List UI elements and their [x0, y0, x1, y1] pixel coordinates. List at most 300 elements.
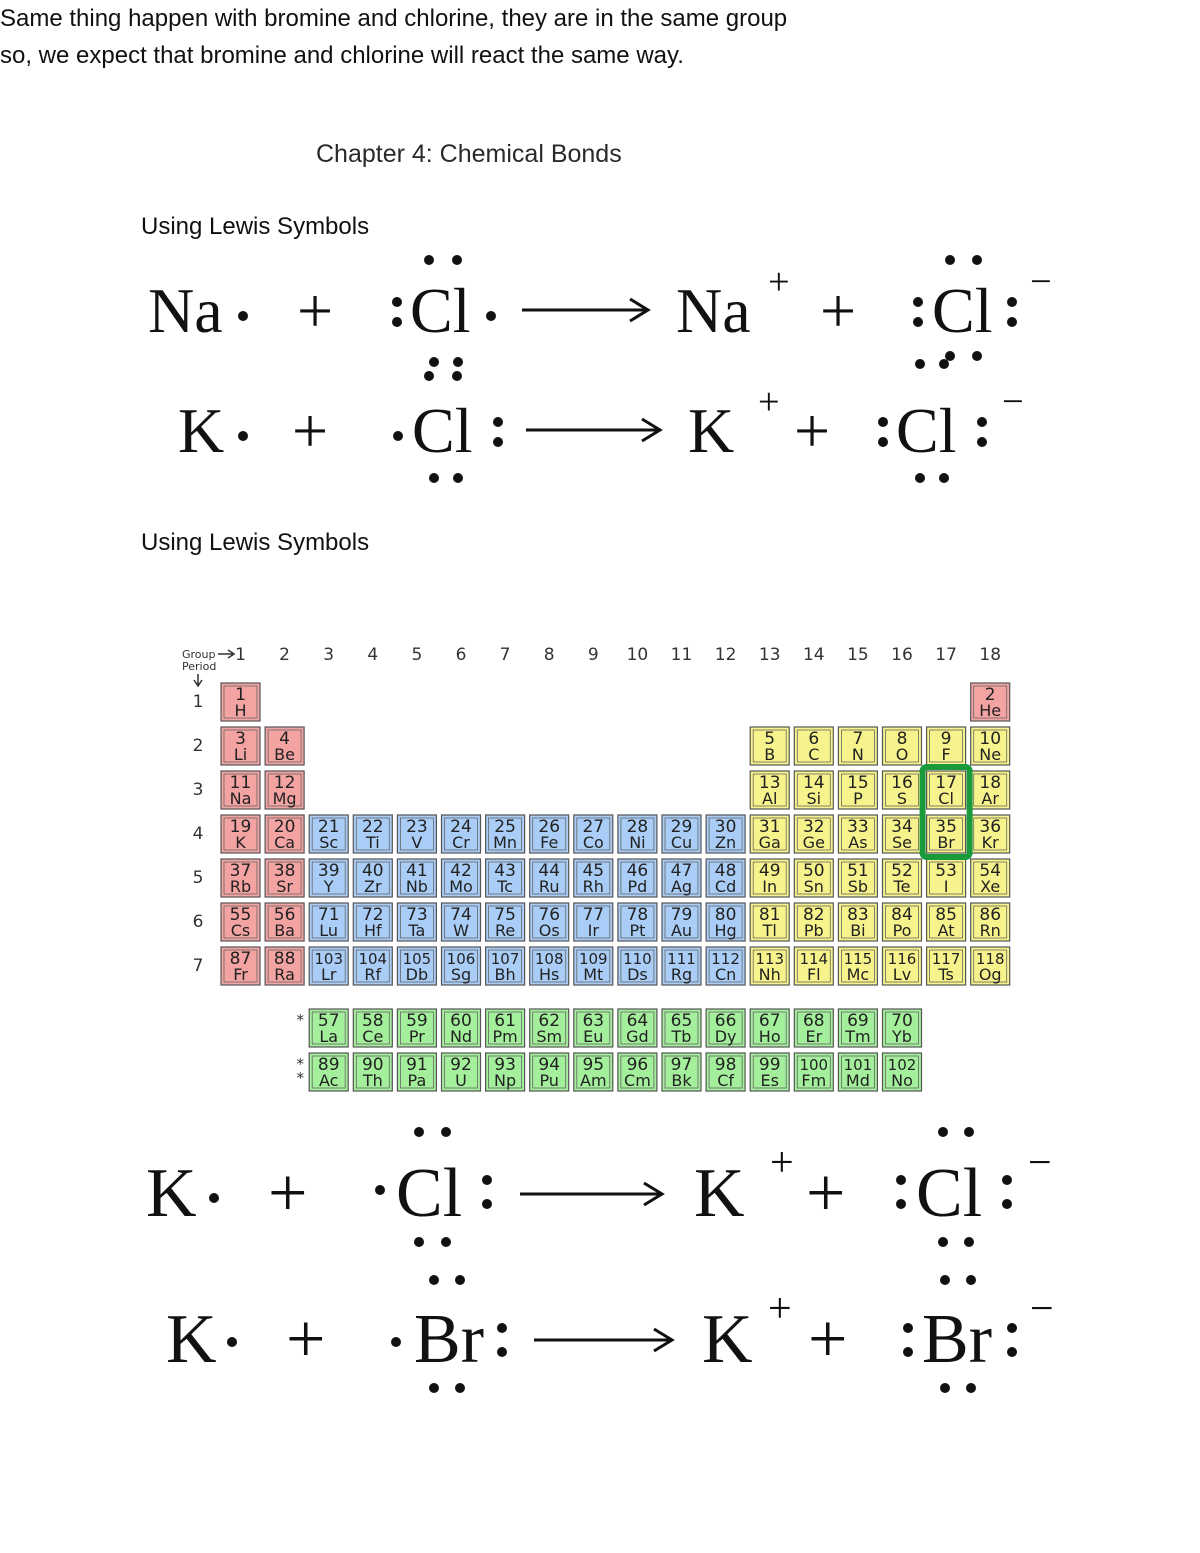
atomic-number: 117 — [931, 950, 961, 968]
lewis-equation-k-cl-2 — [0, 1120, 1200, 1260]
element-cell-ts — [927, 947, 966, 985]
element-cell-hf — [353, 903, 392, 941]
element-symbol: Sm — [536, 1027, 563, 1046]
atomic-number: 43 — [494, 861, 516, 881]
element-symbol: Rb — [229, 877, 252, 896]
element-cell-sm — [530, 1009, 569, 1047]
element-cell-h — [221, 683, 260, 721]
group-number: 17 — [935, 645, 957, 665]
element-symbol: Re — [494, 921, 516, 940]
element-cell-cf — [706, 1053, 745, 1091]
element-symbol: Rn — [979, 921, 1001, 940]
element-cell-hs — [530, 947, 569, 985]
atomic-number: 3 — [235, 729, 246, 749]
atomic-number: 5 — [764, 729, 776, 749]
atomic-number: 21 — [317, 817, 340, 837]
element-cell-nb — [397, 859, 436, 897]
atomic-number: 73 — [406, 905, 428, 925]
element-cell-in — [750, 859, 789, 897]
atomic-number: 6 — [808, 729, 820, 749]
atomic-number: 27 — [582, 817, 605, 837]
element-symbol: Np — [494, 1071, 517, 1090]
plus-sign: + — [808, 1301, 848, 1378]
element-cell-ho — [750, 1009, 789, 1047]
element-symbol: U — [455, 1071, 467, 1090]
period-number: 6 — [192, 912, 204, 932]
plus-sign: + — [806, 1155, 846, 1232]
element-symbol: Zn — [715, 833, 737, 852]
atomic-number: 62 — [538, 1011, 561, 1031]
product-2-symbol: Cl — [916, 1155, 983, 1232]
group-number: 6 — [455, 645, 467, 665]
element-cell-au — [662, 903, 701, 941]
element-cell-sr — [265, 859, 304, 897]
element-symbol: Lv — [892, 965, 912, 984]
atomic-number: 53 — [935, 861, 957, 881]
element-cell-lv — [883, 947, 922, 985]
atomic-number: 1 — [235, 685, 246, 705]
element-cell-na — [221, 771, 260, 809]
group-number: 9 — [587, 645, 599, 665]
element-symbol: Au — [670, 921, 693, 940]
atomic-number: 24 — [450, 817, 472, 837]
reactant-2-symbol: Br — [414, 1301, 484, 1378]
atomic-number: 15 — [847, 773, 869, 793]
element-symbol: Mc — [846, 965, 870, 984]
atomic-number: 101 — [843, 1056, 873, 1074]
group-number: 14 — [802, 645, 825, 665]
atomic-number: 88 — [273, 949, 296, 969]
section-heading-1: Using Lewis Symbols — [141, 213, 370, 240]
element-cell-y — [309, 859, 348, 897]
atomic-number: 96 — [626, 1055, 649, 1075]
reactant-1-symbol: K — [178, 395, 225, 466]
element-symbol: Ti — [365, 833, 380, 852]
element-cell-ni — [618, 815, 657, 853]
element-cell-tb — [662, 1009, 701, 1047]
element-symbol: Fl — [806, 965, 821, 984]
atomic-number: 20 — [273, 817, 296, 837]
element-cell-lr — [309, 947, 348, 985]
element-cell-pa — [397, 1053, 436, 1091]
group-number: 5 — [411, 645, 423, 665]
atomic-number: 23 — [406, 817, 428, 837]
element-cell-cr — [442, 815, 481, 853]
reaction-arrow — [522, 299, 648, 321]
atomic-number: 33 — [847, 817, 869, 837]
element-symbol: K — [235, 833, 246, 852]
atomic-number: 58 — [361, 1011, 384, 1031]
plus-sign: + — [794, 395, 831, 466]
element-symbol: Pt — [629, 921, 646, 940]
atomic-number: 9 — [940, 729, 952, 749]
group-number: 16 — [891, 645, 913, 665]
product-2-symbol: Cl — [896, 395, 957, 466]
element-cell-ar — [971, 771, 1010, 809]
atomic-number: 19 — [229, 817, 252, 837]
atomic-number: 28 — [626, 817, 649, 837]
element-symbol: N — [851, 745, 864, 764]
atomic-number: 98 — [714, 1055, 737, 1075]
atomic-number: 75 — [494, 905, 516, 925]
element-cell-rn — [971, 903, 1010, 941]
paragraph-line-2: so, we expect that bromine and chlorine will react the same way. — [0, 42, 684, 69]
element-cell-sg — [442, 947, 481, 985]
atomic-number: 115 — [843, 950, 873, 968]
element-cell-no — [883, 1053, 922, 1091]
element-cell-tc — [486, 859, 525, 897]
element-symbol: Hg — [714, 921, 737, 940]
element-symbol: Mt — [583, 965, 604, 984]
element-cell-fm — [794, 1053, 833, 1091]
reactant-2-symbol: Cl — [412, 395, 473, 466]
atomic-number: 114 — [799, 950, 829, 968]
element-symbol: W — [453, 921, 469, 940]
element-symbol: Tl — [762, 921, 777, 940]
atomic-number: 80 — [714, 905, 737, 925]
element-cell-at — [927, 903, 966, 941]
atomic-number: 95 — [582, 1055, 605, 1075]
atomic-number: 32 — [802, 817, 825, 837]
element-symbol: Cn — [714, 965, 737, 984]
group-number: 11 — [670, 645, 693, 665]
element-symbol: Sg — [450, 965, 472, 984]
element-symbol: Ba — [274, 921, 295, 940]
group-number: 8 — [543, 645, 555, 665]
cation-charge: + — [770, 1140, 794, 1186]
group-number: 3 — [323, 645, 335, 665]
element-symbol: Rf — [364, 965, 382, 984]
period-axis-label: Period — [182, 660, 217, 673]
element-symbol: O — [895, 745, 909, 764]
series-marker: * — [296, 1055, 304, 1073]
element-symbol: Sn — [803, 877, 824, 896]
element-cell-ti — [353, 815, 392, 853]
atomic-number: 100 — [799, 1056, 829, 1074]
element-symbol: Ts — [938, 965, 954, 984]
atomic-number: 68 — [802, 1011, 825, 1031]
cation-charge: + — [758, 381, 780, 423]
group-number: 7 — [499, 645, 511, 665]
atomic-number: 52 — [891, 861, 913, 881]
atomic-number: 91 — [406, 1055, 428, 1075]
element-cell-pt — [618, 903, 657, 941]
atomic-number: 56 — [273, 905, 296, 925]
element-symbol: Sc — [319, 833, 339, 852]
atomic-number: 93 — [494, 1055, 516, 1075]
element-cell-eu — [574, 1009, 613, 1047]
element-cell-yb — [883, 1009, 922, 1047]
element-cell-cm — [618, 1053, 657, 1091]
atomic-number: 116 — [887, 950, 917, 968]
element-cell-hg — [706, 903, 745, 941]
anion-charge: − — [1030, 1286, 1054, 1332]
plus-sign: + — [292, 395, 329, 466]
element-symbol: Po — [892, 921, 912, 940]
element-cell-pm — [486, 1009, 525, 1047]
element-symbol: Pd — [627, 877, 648, 896]
atomic-number: 63 — [582, 1011, 605, 1031]
atomic-number: 16 — [891, 773, 913, 793]
atomic-number: 51 — [847, 861, 869, 881]
reactant-1-symbol: K — [146, 1155, 197, 1232]
atomic-number: 64 — [626, 1011, 649, 1031]
element-symbol: Se — [892, 833, 912, 852]
element-symbol: Pa — [407, 1071, 427, 1090]
atomic-number: 86 — [979, 905, 1002, 925]
element-symbol: In — [762, 877, 778, 896]
element-symbol: Rg — [670, 965, 693, 984]
period-number: 1 — [192, 692, 204, 712]
element-symbol: Ne — [979, 745, 1002, 764]
atomic-number: 78 — [626, 905, 649, 925]
element-symbol: At — [937, 921, 955, 940]
element-cell-po — [883, 903, 922, 941]
element-symbol: Na — [229, 789, 252, 808]
atomic-number: 2 — [984, 685, 996, 705]
period-number: 3 — [192, 780, 204, 800]
atomic-number: 60 — [450, 1011, 472, 1031]
series-marker: * — [296, 1069, 304, 1087]
element-symbol: Zr — [364, 877, 382, 896]
plus-sign: + — [286, 1301, 326, 1378]
element-symbol: Co — [582, 833, 604, 852]
element-symbol: Li — [233, 745, 248, 764]
product-2-symbol: Br — [922, 1301, 992, 1378]
element-cell-c — [794, 727, 833, 765]
element-cell-br — [927, 815, 966, 853]
element-cell-re — [486, 903, 525, 941]
reactant-1-symbol: K — [166, 1301, 217, 1378]
element-symbol: V — [411, 833, 423, 852]
element-symbol: Bh — [494, 965, 516, 984]
atomic-number: 85 — [935, 905, 957, 925]
element-cell-nd — [442, 1009, 481, 1047]
element-symbol: Yb — [892, 1027, 912, 1046]
atomic-number: 79 — [670, 905, 693, 925]
atomic-number: 65 — [670, 1011, 693, 1031]
atomic-number: 99 — [758, 1055, 781, 1075]
element-cell-ra — [265, 947, 304, 985]
element-symbol: Rh — [582, 877, 604, 896]
element-cell-ne — [971, 727, 1010, 765]
element-cell-sc — [309, 815, 348, 853]
element-cell-pu — [530, 1053, 569, 1091]
element-cell-mo — [442, 859, 481, 897]
reaction-arrow — [520, 1183, 662, 1205]
atomic-number: 102 — [887, 1056, 917, 1074]
atomic-number: 57 — [317, 1011, 340, 1031]
element-symbol: S — [896, 789, 908, 808]
section-heading-2: Using Lewis Symbols — [141, 529, 370, 556]
element-symbol: I — [943, 877, 949, 896]
plus-sign: + — [268, 1155, 308, 1232]
element-symbol: Db — [405, 965, 429, 984]
element-symbol: Ds — [627, 965, 648, 984]
element-symbol: Es — [760, 1071, 779, 1090]
element-cell-te — [883, 859, 922, 897]
element-symbol: Ge — [802, 833, 825, 852]
atomic-number: 55 — [229, 905, 252, 925]
reactant-2-symbol: Cl — [396, 1155, 463, 1232]
element-cell-as — [838, 815, 877, 853]
element-symbol: Eu — [583, 1027, 604, 1046]
element-cell-th — [353, 1053, 392, 1091]
element-cell-tl — [750, 903, 789, 941]
equation-graphic — [0, 250, 1200, 370]
paragraph-line-1: Same thing happen with bromine and chlorine, they are in the same group — [0, 5, 788, 32]
element-symbol: Fe — [540, 833, 559, 852]
atomic-number: 109 — [578, 950, 608, 968]
element-cell-zr — [353, 859, 392, 897]
element-symbol: Fr — [233, 965, 248, 984]
atomic-number: 71 — [317, 905, 340, 925]
atomic-number: 13 — [758, 773, 781, 793]
element-cell-v — [397, 815, 436, 853]
atomic-number: 34 — [891, 817, 913, 837]
element-cell-ds — [618, 947, 657, 985]
element-cell-ba — [265, 903, 304, 941]
element-cell-md — [838, 1053, 877, 1091]
element-symbol: H — [234, 701, 247, 720]
element-cell-gd — [618, 1009, 657, 1047]
element-symbol: Ta — [408, 921, 426, 940]
atomic-number: 7 — [852, 729, 864, 749]
element-cell-kr — [971, 815, 1010, 853]
element-symbol: Pr — [408, 1027, 425, 1046]
atomic-number: 112 — [711, 950, 740, 968]
element-cell-rh — [574, 859, 613, 897]
reaction-arrow — [526, 419, 660, 441]
atomic-number: 111 — [667, 950, 696, 968]
atomic-number: 82 — [802, 905, 825, 925]
element-symbol: Tb — [671, 1027, 692, 1046]
atomic-number: 113 — [755, 950, 785, 968]
group-number: 4 — [367, 645, 379, 665]
atomic-number: 72 — [361, 905, 384, 925]
atomic-number: 118 — [975, 950, 1005, 968]
element-cell-al — [750, 771, 789, 809]
element-symbol: Os — [538, 921, 560, 940]
atomic-number: 61 — [494, 1011, 516, 1031]
element-symbol: Ca — [274, 833, 296, 852]
element-cell-db — [397, 947, 436, 985]
atomic-number: 94 — [538, 1055, 561, 1075]
group-number: 2 — [279, 645, 291, 665]
element-cell-fe — [530, 815, 569, 853]
element-cell-co — [574, 815, 613, 853]
element-cell-ga — [750, 815, 789, 853]
atomic-number: 89 — [317, 1055, 340, 1075]
element-symbol: Xe — [980, 877, 1001, 896]
element-cell-la — [309, 1009, 348, 1047]
element-cell-mg — [265, 771, 304, 809]
group-number: 1 — [235, 645, 246, 665]
element-symbol: Be — [274, 745, 296, 764]
element-symbol: Gd — [626, 1027, 649, 1046]
atomic-number: 40 — [361, 861, 384, 881]
atomic-number: 36 — [979, 817, 1002, 837]
atomic-number: 83 — [847, 905, 869, 925]
element-cell-rg — [662, 947, 701, 985]
group-number: 10 — [626, 645, 649, 665]
atomic-number: 10 — [979, 729, 1002, 749]
element-symbol: Th — [362, 1071, 383, 1090]
lewis-equation-na-cl — [0, 250, 1200, 370]
element-symbol: Tm — [845, 1027, 871, 1046]
atomic-number: 69 — [847, 1011, 869, 1031]
period-number: 4 — [192, 824, 204, 844]
atomic-number: 59 — [406, 1011, 428, 1031]
element-symbol: C — [808, 745, 820, 764]
element-symbol: Bk — [671, 1071, 692, 1090]
element-symbol: Cl — [938, 789, 954, 808]
element-cell-be — [265, 727, 304, 765]
element-cell-os — [530, 903, 569, 941]
atomic-number: 105 — [402, 950, 432, 968]
element-cell-fr — [221, 947, 260, 985]
periodic-table — [178, 640, 1038, 1100]
element-cell-sn — [794, 859, 833, 897]
element-symbol: Pm — [492, 1027, 518, 1046]
element-symbol: Cr — [452, 833, 470, 852]
element-symbol: Bi — [850, 921, 866, 940]
atomic-number: 25 — [494, 817, 516, 837]
series-marker: * — [296, 1011, 304, 1029]
product-1-symbol: K — [688, 395, 735, 466]
atomic-number: 41 — [406, 861, 428, 881]
atomic-number: 84 — [891, 905, 913, 925]
element-cell-ce — [353, 1009, 392, 1047]
atomic-number: 22 — [361, 817, 384, 837]
reactant-1-electron-dots — [238, 431, 248, 441]
element-cell-ru — [530, 859, 569, 897]
element-cell-n — [838, 727, 877, 765]
element-symbol: Cu — [670, 833, 693, 852]
period-number: 7 — [192, 956, 204, 976]
element-symbol: Hf — [363, 921, 382, 940]
element-symbol: Md — [845, 1071, 870, 1090]
element-symbol: Pu — [539, 1071, 559, 1090]
element-symbol: Tc — [497, 877, 514, 896]
atomic-number: 97 — [670, 1055, 693, 1075]
element-symbol: Ag — [670, 877, 693, 896]
product-2-symbol: Cl — [932, 275, 993, 346]
anion-charge: − — [1002, 381, 1024, 423]
atomic-number: 70 — [891, 1011, 913, 1031]
element-cell-tm — [838, 1009, 877, 1047]
element-symbol: Sr — [276, 877, 293, 896]
plus-sign: + — [297, 275, 334, 346]
element-cell-k — [221, 815, 260, 853]
lewis-equation-k-br — [0, 1270, 1200, 1410]
element-symbol: Kr — [981, 833, 999, 852]
element-cell-p — [838, 771, 877, 809]
atomic-number: 50 — [802, 861, 825, 881]
element-cell-fl — [794, 947, 833, 985]
atomic-number: 49 — [758, 861, 781, 881]
atomic-number: 12 — [273, 773, 296, 793]
atomic-number: 66 — [714, 1011, 737, 1031]
element-symbol: Cf — [717, 1071, 735, 1090]
element-symbol: No — [891, 1071, 913, 1090]
reactant-1-electron-dots — [209, 1193, 219, 1203]
element-cell-cl — [927, 771, 966, 809]
atomic-number: 107 — [490, 950, 520, 968]
reactant-2-symbol: Cl — [410, 275, 471, 346]
element-symbol: F — [941, 745, 951, 764]
element-symbol: Mg — [272, 789, 297, 808]
